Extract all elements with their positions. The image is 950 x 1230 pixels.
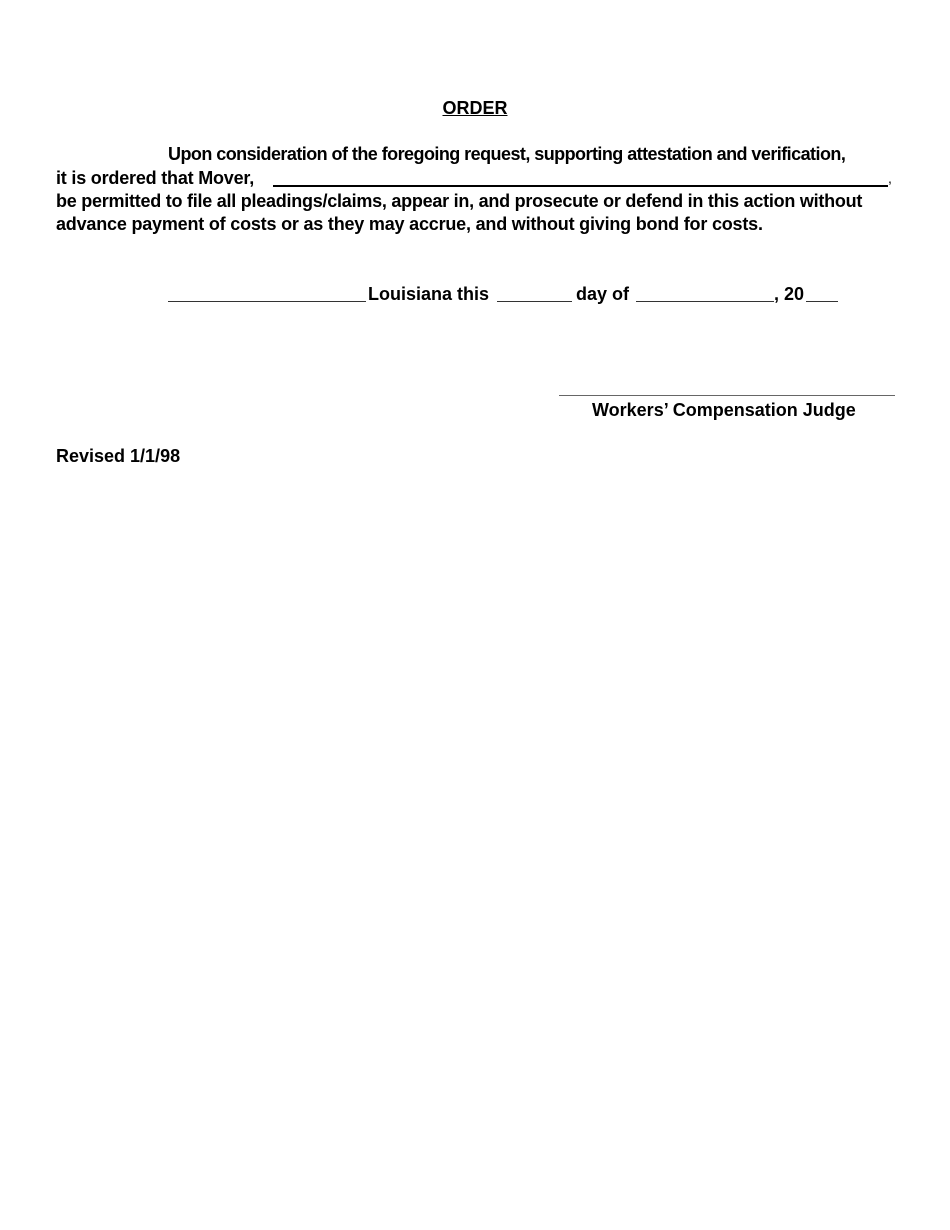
day-of-label: day of bbox=[576, 284, 630, 304]
document-title: ORDER bbox=[442, 98, 508, 118]
day-blank[interactable] bbox=[497, 301, 572, 302]
paragraph-line-4: advance payment of costs or as they may accrue, and without giving bond for costs. bbox=[56, 214, 763, 234]
year-blank[interactable] bbox=[806, 301, 838, 302]
paragraph-line-2-comma: , bbox=[888, 170, 892, 186]
month-blank[interactable] bbox=[636, 301, 774, 302]
paragraph-line-1: Upon consideration of the foregoing request, supporting attestation and verification, bbox=[168, 144, 846, 164]
paragraph-line-2-prefix: it is ordered that Mover, bbox=[56, 168, 255, 188]
louisiana-this-label: Louisiana this bbox=[368, 284, 490, 304]
parish-blank[interactable] bbox=[168, 301, 366, 302]
signature-line[interactable] bbox=[559, 395, 895, 396]
paragraph-line-3: be permitted to file all pleadings/claims, appear in, and prosecute or defend in this action without bbox=[56, 191, 863, 211]
signature-label: Workers’ Compensation Judge bbox=[592, 400, 856, 420]
mover-name-blank[interactable] bbox=[273, 185, 888, 187]
year-prefix-label: , 20 bbox=[774, 284, 805, 304]
revised-date: Revised 1/1/98 bbox=[56, 446, 181, 466]
